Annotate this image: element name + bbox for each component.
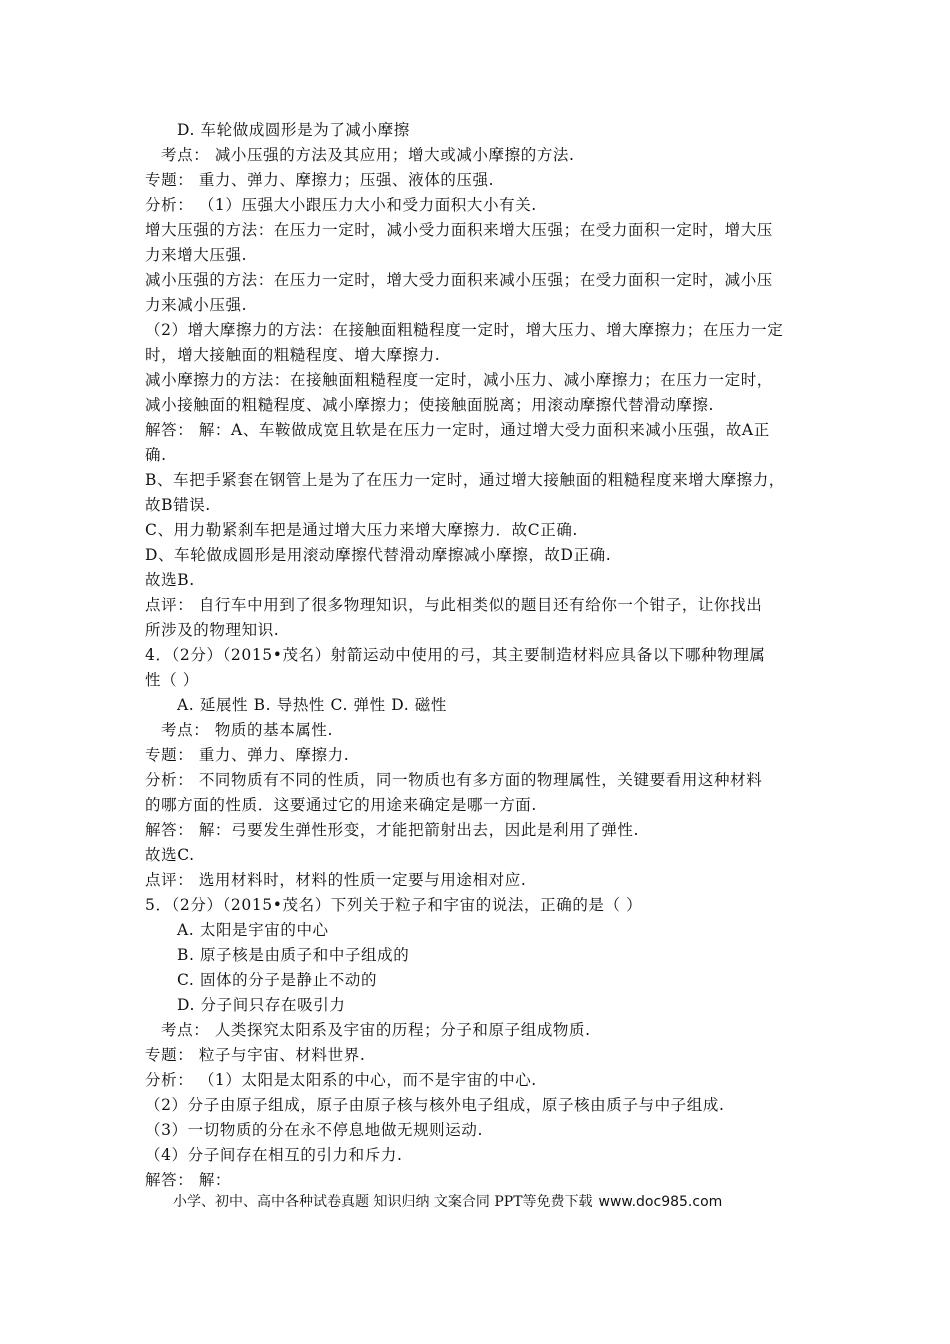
zhuanti-line: 专题： 重力、弹力、摩擦力；压强、液体的压强.: [145, 171, 495, 189]
question-5-line: 5．（2分）（2015•茂名）下列关于粒子和宇宙的说法，正确的是（ ）: [145, 896, 643, 914]
option-b-line: B. 原子核是由质子和中子组成的: [177, 946, 410, 964]
option-a-line: A. 太阳是宇宙的中心: [177, 921, 329, 939]
zhuanti-line: 专题： 粒子与宇宙、材料世界.: [145, 1046, 366, 1064]
answer-line: 故选B.: [145, 571, 195, 589]
zhuanti-line: 专题： 重力、弹力、摩擦力.: [145, 746, 350, 764]
body-line: （4）分子间存在相互的引力和斥力.: [145, 1146, 403, 1164]
body-line: B、车把手紧套在钢管上是为了在压力一定时，通过增大接触面的粗糙程度来增大摩擦力，: [145, 471, 785, 489]
body-line: C、用力勒紧刹车把是通过增大压力来增大摩擦力．故C正确.: [145, 521, 578, 539]
question-4-line: 性（ ）: [145, 671, 199, 689]
footer-text: 小学、初中、高中各种试卷真题 知识归纳 文案合同 PPT等免费下载: [173, 1194, 593, 1210]
fenxi-line: 分析： 不同物质有不同的性质，同一物质也有多方面的物理属性，关键要看用这种材料: [145, 771, 763, 789]
answer-line: 故选C.: [145, 846, 195, 864]
page-footer: [173, 1192, 722, 1212]
body-line: （2）分子由原子组成，原子由原子核与核外电子组成，原子核由质子与中子组成.: [145, 1096, 725, 1114]
body-line: 的哪方面的性质．这要通过它的用途来确定是哪一方面.: [145, 796, 537, 814]
jieda-line: 解答： 解：A、车鞍做成宽且软是在压力一定时，通过增大受力面积来减小压强，故A正: [145, 421, 770, 439]
body-line: 减小接触面的粗糙程度、减小摩擦力；使接触面脱离；用滚动摩擦代替滑动摩擦.: [145, 396, 715, 414]
option-c-line: C. 固体的分子是静止不动的: [177, 971, 378, 989]
question-4-line: 4．（2分）（2015•茂名）射箭运动中使用的弓，其主要制造材料应具备以下哪种物理属: [145, 646, 766, 664]
body-line: 增大压强的方法：在压力一定时，减小受力面积来增大压强；在受力面积一定时，增大压: [145, 221, 773, 239]
option-d-line: D. 分子间只存在吸引力: [177, 996, 346, 1014]
body-line: 减小压强的方法：在压力一定时，增大受力面积来减小压强；在受力面积一定时，减小压: [145, 271, 773, 289]
jieda-line: 解答： 解：: [145, 1171, 232, 1189]
fenxi-line: 分析： （1）压强大小跟压力大小和受力面积大小有关.: [145, 196, 537, 214]
option-d-line: D. 车轮做成圆形是为了减小摩擦: [177, 121, 410, 139]
body-line: （2）增大摩擦力的方法：在接触面粗糙程度一定时，增大压力、增大摩擦力；在压力一定: [145, 321, 784, 339]
kaodian-line: 考点： 物质的基本属性.: [161, 721, 334, 739]
body-line: 时，增大接触面的粗糙程度、增大摩擦力.: [145, 346, 441, 364]
dianping-line: 点评： 自行车中用到了很多物理知识，与此相类似的题目还有给你一个钳子，让你找出: [145, 596, 763, 614]
dianping-line: 点评： 选用材料时，材料的性质一定要与用途相对应.: [145, 871, 527, 889]
body-line: 减小摩擦力的方法：在接触面粗糙程度一定时，减小压力、减小摩擦力；在压力一定时，: [145, 371, 773, 389]
jieda-line: 解答： 解：弓要发生弹性形变，才能把箭射出去，因此是利用了弹性.: [145, 821, 640, 839]
body-line: 力来减小压强.: [145, 296, 248, 314]
body-line: 所涉及的物理知识.: [145, 621, 280, 639]
kaodian-line: 考点： 人类探究太阳系及宇宙的历程；分子和原子组成物质.: [161, 1021, 591, 1039]
question-4-options: A. 延展性 B. 导热性 C. 弹性 D. 磁性: [177, 696, 447, 714]
body-line: （3）一切物质的分在永不停息地做无规则运动.: [145, 1121, 483, 1139]
kaodian-line: 考点： 减小压强的方法及其应用；增大或减小摩擦的方法.: [161, 146, 575, 164]
body-line: D、车轮做成圆形是用滚动摩擦代替滑动摩擦减小摩擦，故D正确.: [145, 546, 612, 564]
body-line: 确.: [145, 446, 167, 464]
fenxi-line: 分析： （1）太阳是太阳系的中心，而不是宇宙的中心.: [145, 1071, 537, 1089]
body-line: 故B错误.: [145, 496, 211, 514]
body-line: 力来增大压强.: [145, 246, 248, 264]
footer-link[interactable]: www.doc985.com: [598, 1194, 723, 1210]
